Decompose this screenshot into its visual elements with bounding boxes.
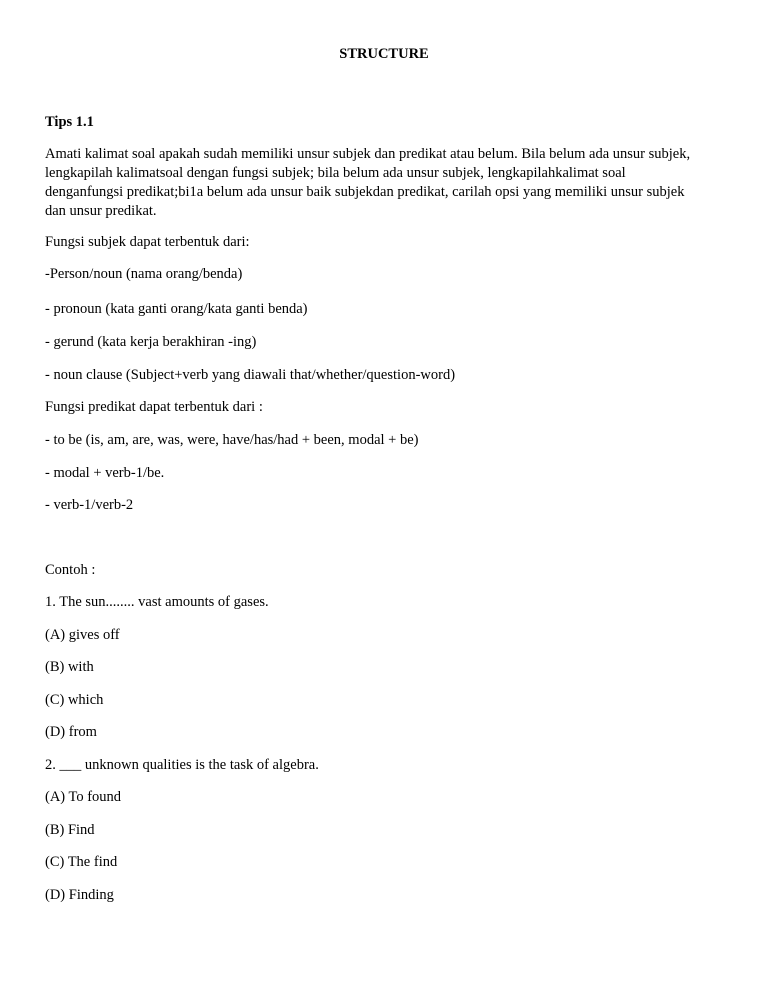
answer-option: (C) The find — [45, 854, 118, 870]
subject-item: - noun clause (Subject+verb yang diawali that/whether/question-word) — [45, 367, 456, 383]
question-text: 2. ___ unknown qualities is the task of algebra. — [45, 757, 319, 773]
subject-item: - gerund (kata kerja berakhiran -ing) — [45, 334, 257, 350]
intro-line: Amati kalimat soal apakah sudah memiliki unsur subjek dan predikat atau belum. Bila belum ada unsur subjek, — [45, 146, 691, 162]
subject-item: -Person/noun (nama orang/benda) — [45, 266, 243, 282]
answer-option: (A) To found — [45, 789, 122, 805]
intro-line: lengkapilah kalimatsoal dengan fungsi subjek; bila belum ada unsur subjek, lengkapilahkalimat soal — [45, 165, 626, 181]
page-title: STRUCTURE — [339, 46, 429, 62]
predicate-item: - verb-1/verb-2 — [45, 497, 134, 513]
intro-line: dan unsur predikat. — [45, 203, 157, 219]
answer-option: (B) with — [45, 659, 94, 675]
predicate-item: - to be (is, am, are, was, were, have/has/had + been, modal + be) — [45, 432, 419, 448]
question-text: 1. The sun........ vast amounts of gases. — [45, 594, 269, 610]
answer-option: (B) Find — [45, 822, 95, 838]
answer-option: (D) from — [45, 724, 97, 740]
subject-item: - pronoun (kata ganti orang/kata ganti benda) — [45, 301, 308, 317]
intro-paragraph — [45, 145, 725, 221]
answer-option: (A) gives off — [45, 627, 120, 643]
answer-option: (C) which — [45, 692, 104, 708]
predicate-item: - modal + verb-1/be. — [45, 465, 165, 481]
subject-heading: Fungsi subjek dapat terbentuk dari: — [45, 234, 250, 250]
intro-line: denganfungsi predikat;bi1a belum ada unsur baik subjekdan predikat, carilah opsi yang memiliki unsur subjek — [45, 184, 685, 200]
section-heading: Tips 1.1 — [45, 114, 94, 130]
predicate-heading: Fungsi predikat dapat terbentuk dari : — [45, 399, 263, 415]
example-heading: Contoh : — [45, 562, 96, 578]
answer-option: (D) Finding — [45, 887, 114, 903]
